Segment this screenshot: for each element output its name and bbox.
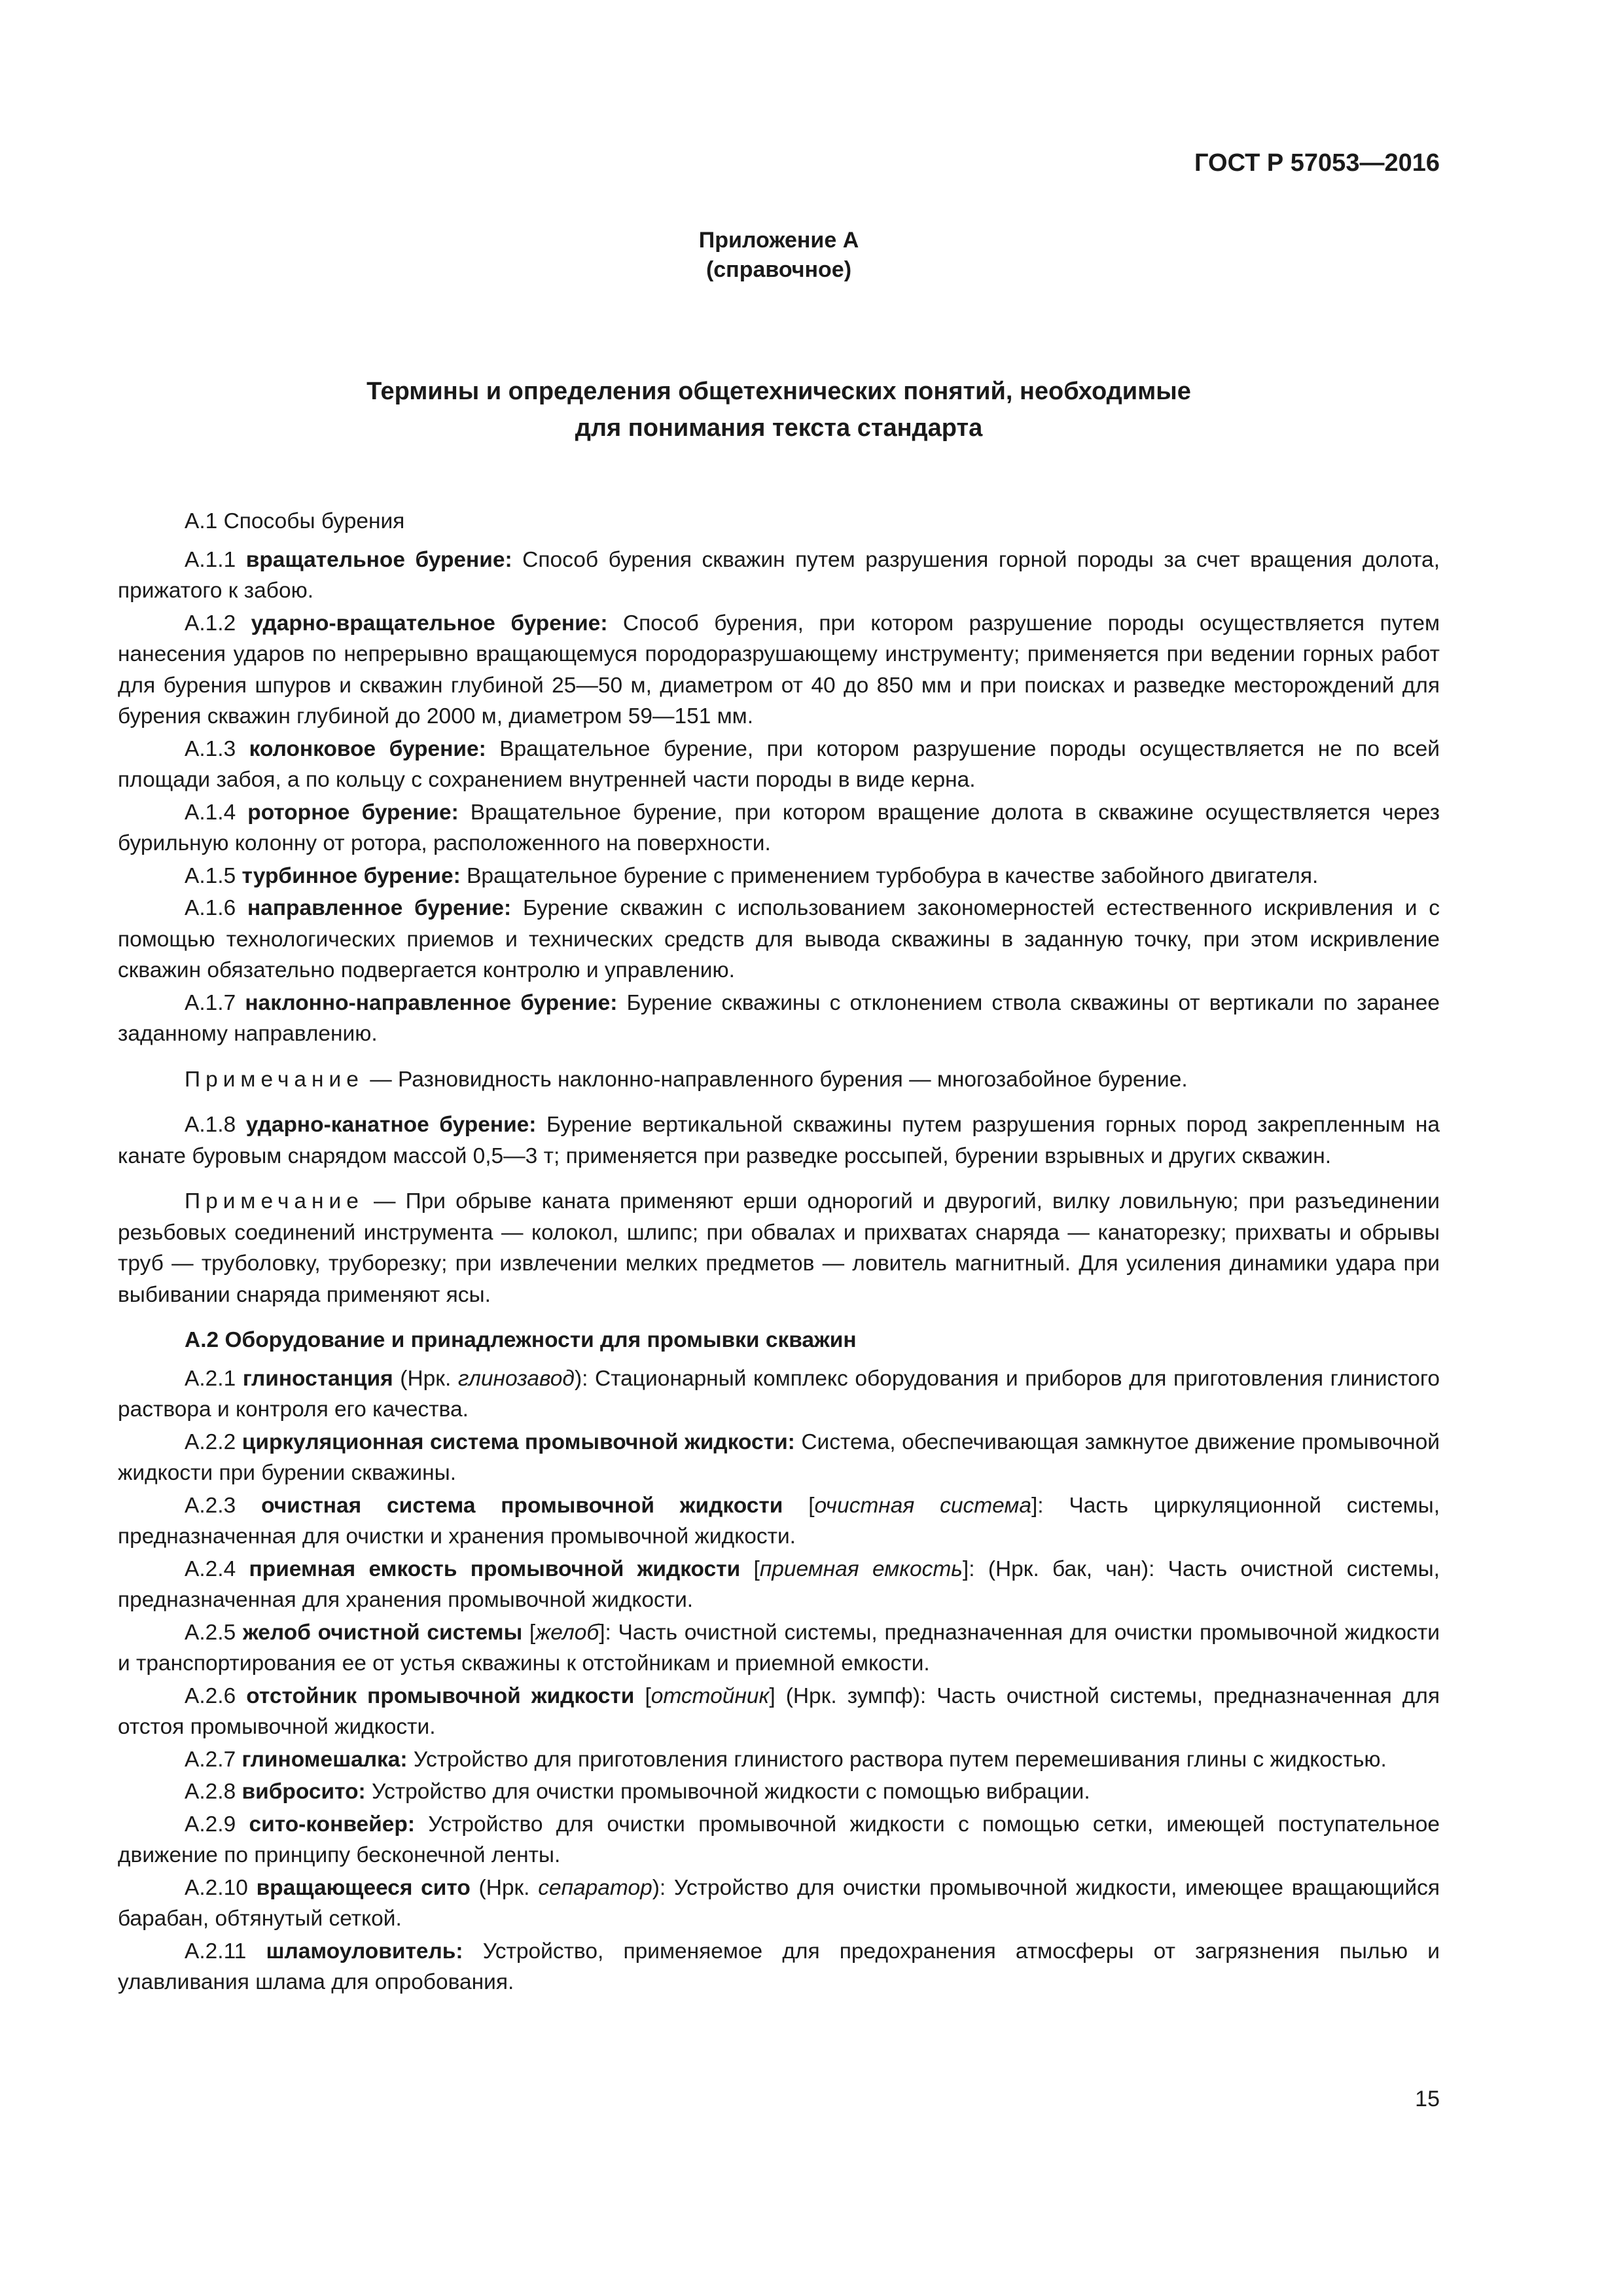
term: вращающееся сито: [256, 1875, 471, 1900]
term-entry: А.1.3 колонковое бурение: Вращательное бурение, при котором разрушение породы осуществляется не по всей площади забоя, а по кольцу с сохранением внутренней части породы в виде керна.: [118, 736, 1440, 792]
term-entry: А.2.3 очистная система промывочной жидкости [очистная система]: Часть циркуляционной системы, предназначенная для очистки и хранения промывочной жидкости.: [118, 1493, 1440, 1549]
term-entry: А.1.7 наклонно-направленное бурение: Бурение скважины с отклонением ствола скважины от вертикали по заранее заданному направлению.: [118, 990, 1440, 1046]
term: желоб очистной системы: [242, 1620, 523, 1645]
term-entry: А.1.8 ударно-канатное бурение: Бурение вертикальной скважины путем разрушения горных пород закрепленным на канате буровым снарядом массой 0,5—3 т; применяется при разведке россыпей, бурении взрывных и других скважин.: [118, 1113, 1440, 1168]
term: вращательное бурение:: [245, 547, 512, 572]
term: ударно-канатное бурение:: [245, 1113, 537, 1137]
term-entry: А.2.5 желоб очистной системы [желоб]: Часть очистной системы, предназначенная для очистки промывочной жидкости и транспортирования ее от устья скважины к отстойникам и приемной емкости.: [118, 1620, 1440, 1676]
document-body: [118, 506, 1440, 2000]
term: циркуляционная система промывочной жидкости:: [241, 1429, 795, 1454]
term: вибросито:: [241, 1780, 366, 1804]
term: сито-конвейер:: [249, 1812, 415, 1837]
term-entry: А.1.2 ударно-вращательное бурение: Способ бурения, при котором разрушение породы осуществляется путем нанесения ударов по непрерывно вращающемуся породоразрушающему инструменту; применяется при ведении горных работ для бурения шпуров и скважин глубиной 25—50 м, диаметром от 40 до 850 мм и при поисках и разведке месторождений для бурения скважин глубиной до 2000 м, диаметром 59—151 мм.: [118, 611, 1440, 728]
term-entry: А.1.4 роторное бурение: Вращательное бурение, при котором вращение долота в скважине осуществляется через бурильную колонну от ротора, расположенного на поверхности.: [118, 800, 1440, 855]
term: очистная система промывочной жидкости: [261, 1493, 783, 1518]
term-entry: А.2.11 шламоуловитель: Устройство, применяемое для предохранения атмосферы от загрязнения пылью и улавливания шлама для опробования.: [118, 1939, 1440, 1994]
appendix-type: (справочное): [705, 257, 852, 282]
note: Примечание — Разновидность наклонно-направленного бурения — многозабойное бурение.: [185, 1067, 1188, 1092]
term: турбинное бурение:: [241, 863, 461, 888]
appendix-label: [118, 228, 1440, 283]
term: наклонно-направленное бурение:: [245, 990, 618, 1015]
term-entry: А.2.4 приемная емкость промывочной жидкости [приемная емкость]: (Нрк. бак, чан): Часть очистной системы, предназначенная для хранения промывочной жидкости.: [118, 1556, 1440, 1612]
term: глиностанция: [242, 1366, 393, 1391]
term-entry: А.2.6 отстойник промывочной жидкости [отстойник] (Нрк. зумпф): Часть очистной системы, предназначенная для отстоя промывочной жидкости.: [118, 1683, 1440, 1739]
appendix-title: Приложение А: [698, 228, 859, 253]
term: ударно-вращательное бурение:: [251, 611, 608, 636]
term-entry: А.2.9 сито-конвейер: Устройство для очистки промывочной жидкости с помощью сетки, имеющей поступательное движение по принципу бесконечной ленты.: [118, 1812, 1440, 1867]
term: направленное бурение:: [247, 896, 512, 920]
term: колонковое бурение:: [249, 736, 486, 761]
section-heading-2: А.2 Оборудование и принадлежности для промывки скважин: [185, 1328, 857, 1352]
note: Примечание — При обрыве каната применяют ерши однорогий и двурогий, вилку ловильную; при разъединении резьбовых соединений инструмента — колокол, шлипс; при обвалах и прихватах снаряда — канаторезку; прихваты и обрывы труб — труболовку, труборезку; при извлечении мелких предметов — ловитель магнитный. Для усиления динамики удара при выбивании снаряда применяют ясы.: [118, 1189, 1440, 1307]
term: глиномешалка:: [241, 1747, 408, 1772]
title-line-1: Термины и определения общетехнических понятий, необходимые: [366, 378, 1191, 405]
note-label: Примечание: [185, 1067, 364, 1092]
document-code: ГОСТ Р 57053—2016: [1194, 149, 1440, 177]
term-entry: А.1.5 турбинное бурение: Вращательное бурение с применением турбобура в качестве забойного двигателя.: [185, 863, 1319, 888]
term-entry: А.1.6 направленное бурение: Бурение скважин с использованием закономерностей естественного искривления и с помощью технологических приемов и технических средств для вывода скважины в заданную точку, при этом искривление скважин обязательно подвергается контролю и управлению.: [118, 896, 1440, 982]
note-label: Примечание: [185, 1189, 364, 1213]
page-number: 15: [1415, 2087, 1440, 2111]
term: приемная емкость промывочной жидкости: [249, 1556, 741, 1581]
term-entry: А.2.7 глиномешалка: Устройство для приготовления глинистого раствора путем перемешивания глины с жидкостью.: [185, 1747, 1387, 1772]
document-page: [118, 0, 1440, 2296]
term-entry: А.2.10 вращающееся сито (Нрк. сепаратор): Устройство для очистки промывочной жидкости, имеющее вращающийся барабан, обтянутый сеткой.: [118, 1875, 1440, 1931]
section-heading-1: А.1 Способы бурения: [185, 509, 405, 533]
term-entry: А.2.8 вибросито: Устройство для очистки промывочной жидкости с помощью вибрации.: [185, 1780, 1090, 1804]
page-title: [118, 373, 1440, 446]
term: отстойник промывочной жидкости: [246, 1683, 635, 1708]
term-entry: А.2.2 циркуляционная система промывочной жидкости: Система, обеспечивающая замкнутое движение промывочной жидкости при бурении скважины.: [118, 1429, 1440, 1485]
term: роторное бурение:: [247, 800, 459, 825]
term-entry: А.2.1 глиностанция (Нрк. глинозавод): Стационарный комплекс оборудования и приборов для приготовления глинистого раствора и контроля его качества.: [118, 1366, 1440, 1422]
title-line-2: для понимания текста стандарта: [575, 414, 983, 442]
term-entry: А.1.1 вращательное бурение: Способ бурения скважин путем разрушения горной породы за счет вращения долота, прижатого к забою.: [118, 547, 1440, 603]
term: шламоуловитель:: [266, 1939, 463, 1964]
